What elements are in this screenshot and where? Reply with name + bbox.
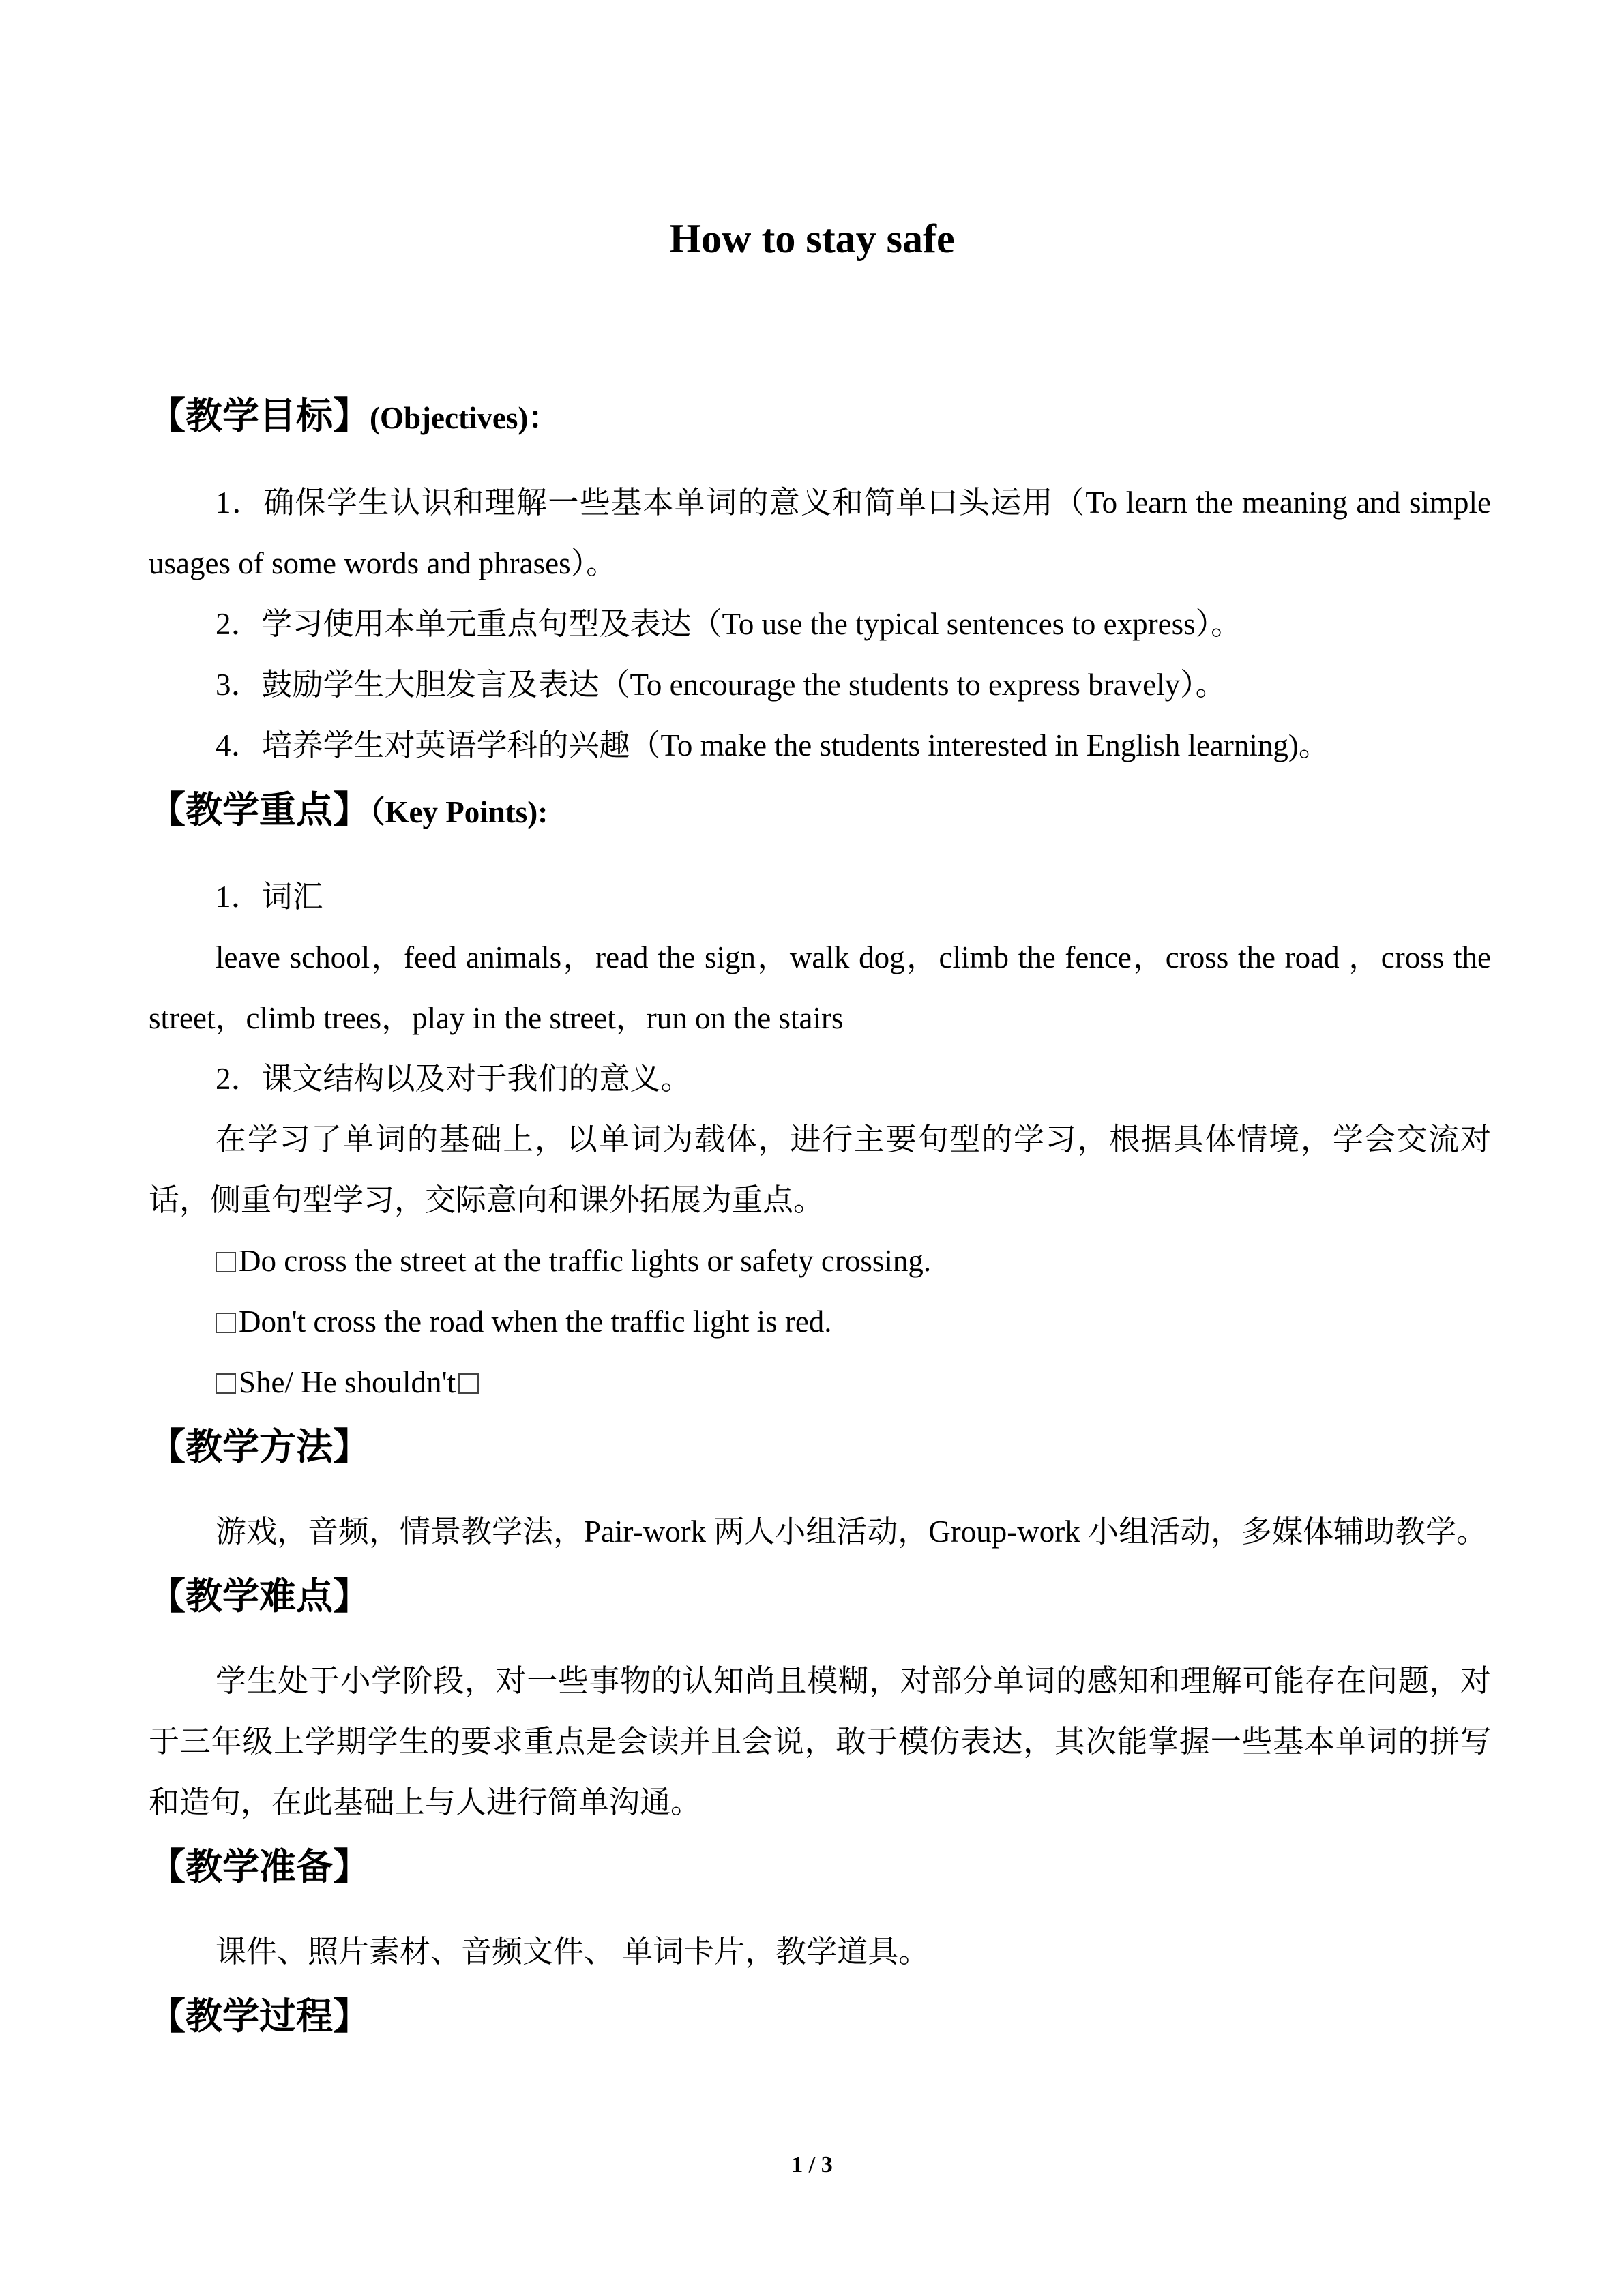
objectives-heading <box>149 382 1491 452</box>
structure-label: 2．课文结构以及对于我们的意义。 <box>216 1062 692 1096</box>
document-body <box>149 382 1491 2051</box>
sentence-text: Do cross the street at the traffic lights or safety crossing. <box>239 1244 932 1278</box>
key-points-heading <box>149 776 1491 846</box>
preparation-heading: 【教学准备】 <box>149 1847 370 1888</box>
checkbox-square-icon <box>216 1313 236 1333</box>
sentence-item <box>149 1231 1491 1292</box>
sentence-text: Don't cross the road when the traffic light is red. <box>239 1304 832 1339</box>
sentence-item <box>149 1352 1491 1413</box>
objective-item: 4．培养学生对英语学科的兴趣（To make the students interested in English learning)。 <box>216 728 1329 762</box>
vocab-text: leave school，feed animals，read the sign，walk dog，climb the fence，cross the road ，cross the street，climb trees，play in the street，run on the stairs <box>149 940 1491 1035</box>
checkbox-square-icon <box>216 1252 236 1272</box>
key-points-heading-cn: 【教学重点】 <box>149 790 370 831</box>
checkbox-square-icon <box>458 1373 479 1394</box>
page-number: 1 / 3 <box>791 2152 833 2177</box>
document-title: How to stay safe <box>669 216 955 261</box>
difficulties-text: 学生处于小学阶段，对一些事物的认知尚且模糊，对部分单词的感知和理解可能存在问题，对于三年级上学期学生的要求重点是会读并且会说，敢于模仿表达，其次能掌握一些基本单词的拼写和造句，在此基础上与人进行简单沟通。 <box>149 1664 1491 1819</box>
structure-text: 在学习了单词的基础上，以单词为载体，进行主要句型的学习，根据具体情境，学会交流对话，侧重句型学习，交际意向和课外拓展为重点。 <box>149 1122 1491 1217</box>
methods-heading: 【教学方法】 <box>149 1427 370 1467</box>
vocab-label: 1．词汇 <box>216 880 323 914</box>
objectives-heading-en: (Objectives)： <box>370 401 559 435</box>
preparation-text: 课件、照片素材、音频文件、 单词卡片，教学道具。 <box>216 1935 930 1969</box>
checkbox-square-icon <box>216 1373 236 1394</box>
methods-text: 游戏，音频，情景教学法，Pair-work 两人小组活动，Group-work 小组活动，多媒体辅助教学。 <box>216 1515 1488 1549</box>
process-heading: 【教学过程】 <box>149 1996 370 2037</box>
objectives-heading-cn: 【教学目标】 <box>149 396 370 436</box>
sentence-text: She/ He shouldn't <box>239 1365 456 1399</box>
objective-item: 3．鼓励学生大胆发言及表达（To encourage the students to express bravely）。 <box>216 668 1226 702</box>
objective-item: 1．确保学生认识和理解一些基本单词的意义和简单口头运用（To learn the meaning and simple usages of some words and phrases）。 <box>149 486 1491 580</box>
difficulties-heading: 【教学难点】 <box>149 1576 370 1617</box>
objective-item: 2．学习使用本单元重点句型及表达（To use the typical sentences to express）。 <box>216 607 1242 641</box>
sentence-item <box>149 1292 1491 1352</box>
key-points-heading-en: （Key Points): <box>370 795 548 829</box>
